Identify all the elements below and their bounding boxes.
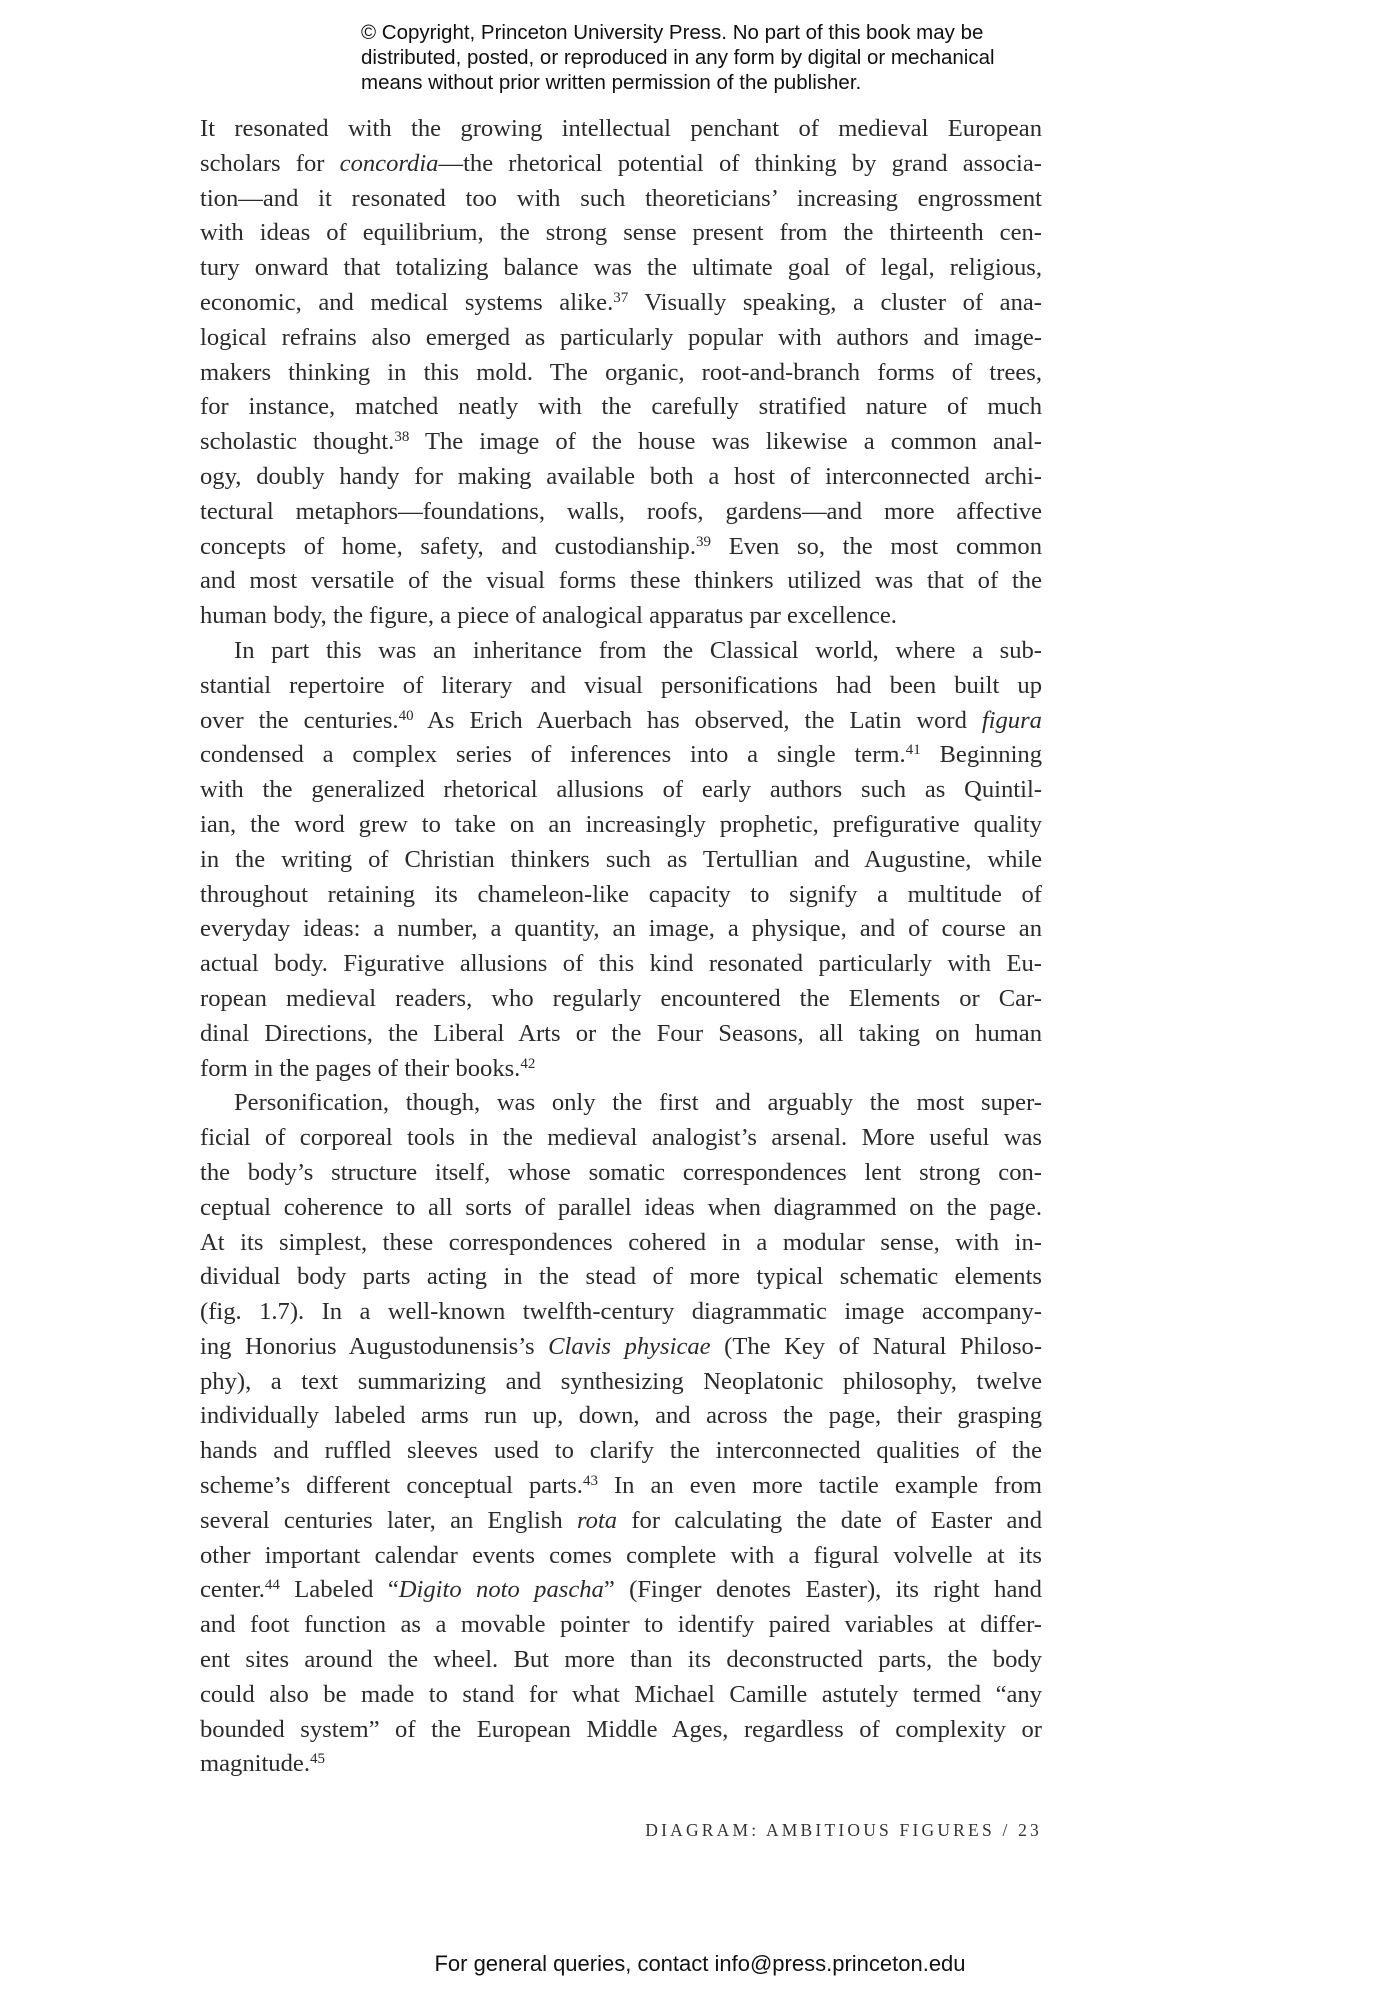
text-line: [200, 425, 1042, 460]
text-line: [200, 808, 1042, 843]
text-line: [200, 669, 1042, 704]
text-line: [200, 773, 1042, 808]
text-run: (The Key of Natural Philoso-: [710, 1332, 1043, 1360]
text-line: [200, 356, 1042, 391]
text-line: [200, 1226, 1042, 1261]
text-line: [200, 1504, 1042, 1539]
text-run: Personification, though, was only the first and arguably the most super-: [234, 1089, 1042, 1117]
text-run: human body, the figure, a piece of analogical apparatus par excellence.: [200, 602, 897, 630]
text-run: ficial of corporeal tools in the medieval analogist’s arsenal. More useful was: [200, 1124, 1042, 1152]
text-run: ” (Finger denotes Easter), its right hand: [603, 1576, 1042, 1604]
text-run: logical refrains also emerged as particularly popular with authors and image-: [200, 323, 1042, 351]
text-run: tectural metaphors—foundations, walls, roofs, gardens—and more affective: [200, 497, 1042, 525]
text-run: ent sites around the wheel. But more than its deconstructed parts, the body: [200, 1646, 1042, 1674]
copyright-notice: [361, 20, 1061, 95]
text-run: hands and ruffled sleeves used to clarify the interconnected qualities of the: [200, 1437, 1042, 1465]
text-line: [200, 564, 1042, 599]
text-run: At its simplest, these correspondences cohered in a modular sense, with in-: [200, 1228, 1042, 1256]
text-run: actual body. Figurative allusions of this kind resonated particularly with Eu-: [200, 950, 1042, 978]
text-run: other important calendar events comes complete with a figural volvelle at its: [200, 1541, 1042, 1569]
text-line: [200, 738, 1042, 773]
text-run: Labeled “: [279, 1576, 399, 1604]
text-run: over the centuries.: [200, 706, 399, 734]
paragraph: [200, 1086, 1042, 1782]
running-footer: DIAGRAM: AMBITIOUS FIGURES / 23: [645, 1820, 1042, 1840]
text-line: [200, 982, 1042, 1017]
text-run: dividual body parts acting in the stead of more typical schematic elements: [200, 1263, 1042, 1291]
text-run: the body’s structure itself, whose somatic correspondences lent strong con-: [200, 1158, 1042, 1186]
italic-term: rota: [576, 1506, 618, 1534]
text-line: [200, 216, 1042, 251]
text-run: bounded system” of the European Middle Ages, regardless of complexity or: [200, 1715, 1042, 1743]
text-line: [200, 1086, 1042, 1121]
text-run: As Erich Auerbach has observed, the Latin word: [413, 706, 982, 734]
text-run: individually labeled arms run up, down, and across the page, their grasping: [200, 1402, 1042, 1430]
text-run: with the generalized rhetorical allusions of early authors such as Quintil-: [200, 776, 1042, 804]
text-run: in the writing of Christian thinkers such as Tertullian and Augustine, while: [200, 845, 1042, 873]
text-line: [200, 1747, 1042, 1782]
italic-term: Digito noto pascha: [398, 1576, 604, 1604]
text-run: (fig. 1.7). In a well-known twelfth-century diagrammatic image accompany-: [200, 1298, 1042, 1326]
text-run: tion—and it resonated too with such theoreticians’ increasing engrossment: [200, 184, 1042, 212]
text-line: [200, 704, 1042, 739]
text-line: [200, 843, 1042, 878]
text-run: ian, the word grew to take on an increasingly prophetic, prefigurative quality: [200, 810, 1042, 838]
text-run: ogy, doubly handy for making available both a host of interconnected archi-: [200, 462, 1042, 490]
text-line: [200, 1434, 1042, 1469]
text-line: [200, 1121, 1042, 1156]
text-line: [200, 599, 1042, 634]
text-run: Visually speaking, a cluster of ana-: [628, 288, 1042, 316]
text-line: [200, 878, 1042, 913]
text-line: [200, 1643, 1042, 1678]
text-run: —the rhetorical potential of thinking by grand associa-: [438, 149, 1042, 177]
text-run: makers thinking in this mold. The organic, root-and-branch forms of trees,: [200, 358, 1042, 386]
text-run: center.: [200, 1576, 265, 1604]
text-run: Beginning: [920, 741, 1043, 769]
footnote-ref: 40: [398, 707, 414, 724]
copyright-line: distributed, posted, or reproduced in any form by digital or mechanical: [361, 46, 995, 69]
text-run: The image of the house was likewise a common anal-: [409, 428, 1042, 456]
copyright-line: © Copyright, Princeton University Press. No part of this book may be: [361, 21, 984, 44]
text-run: for calculating the date of Easter and: [617, 1506, 1042, 1534]
text-run: ropean medieval readers, who regularly encountered the Elements or Car-: [200, 984, 1042, 1012]
footnote-ref: 39: [696, 533, 712, 550]
text-line: [200, 1608, 1042, 1643]
text-run: and foot function as a movable pointer to identify paired variables at differ-: [200, 1611, 1042, 1639]
text-line: [200, 112, 1042, 147]
text-line: [200, 1191, 1042, 1226]
footnote-ref: 38: [394, 429, 410, 446]
text-run: dinal Directions, the Liberal Arts or the Four Seasons, all taking on human: [200, 1019, 1042, 1047]
text-run: form in the pages of their books.: [200, 1054, 521, 1082]
footnote-ref: 43: [582, 1473, 598, 1490]
text-line: [200, 1678, 1042, 1713]
text-run: condensed a complex series of inferences into a single term.: [200, 741, 906, 769]
text-line: [200, 495, 1042, 530]
paragraph: [200, 634, 1042, 1086]
text-run: magnitude.: [200, 1750, 310, 1778]
text-line: [200, 1539, 1042, 1574]
text-line: [200, 1017, 1042, 1052]
text-line: [200, 530, 1042, 565]
text-line: [200, 182, 1042, 217]
text-run: several centuries later, an English: [200, 1506, 577, 1534]
footnote-ref: 42: [520, 1055, 536, 1072]
text-line: [200, 1365, 1042, 1400]
text-line: [200, 1713, 1042, 1748]
text-run: ing Honorius Augustodunensis’s: [200, 1332, 549, 1360]
text-run: concepts of home, safety, and custodianship.: [200, 532, 697, 560]
text-line: [200, 1156, 1042, 1191]
text-run: scholars for: [200, 149, 340, 177]
text-run: economic, and medical systems alike.: [200, 288, 614, 316]
text-line: [200, 147, 1042, 182]
copyright-line: means without prior written permission of the publisher.: [361, 71, 862, 94]
italic-term: figura: [981, 706, 1042, 734]
text-line: [200, 1295, 1042, 1330]
text-run: ceptual coherence to all sorts of parallel ideas when diagrammed on the page.: [200, 1193, 1042, 1221]
text-line: [200, 1260, 1042, 1295]
text-line: [200, 251, 1042, 286]
text-run: tury onward that totalizing balance was the ultimate goal of legal, religious,: [200, 254, 1042, 282]
text-run: phy), a text summarizing and synthesizing Neoplatonic philosophy, twelve: [200, 1367, 1042, 1395]
footnote-ref: 45: [309, 1751, 325, 1768]
italic-term: Clavis physicae: [548, 1332, 711, 1360]
text-run: stantial repertoire of literary and visual personifications had been built up: [200, 671, 1042, 699]
italic-term: concordia: [339, 149, 439, 177]
paragraph: [200, 112, 1042, 634]
text-line: [200, 1330, 1042, 1365]
text-line: [200, 286, 1042, 321]
text-line: [200, 460, 1042, 495]
text-line: [200, 1399, 1042, 1434]
text-run: scholastic thought.: [200, 428, 395, 456]
text-run: In part this was an inheritance from the Classical world, where a sub-: [234, 636, 1042, 664]
text-line: [200, 1469, 1042, 1504]
text-line: [200, 634, 1042, 669]
text-run: throughout retaining its chameleon-like capacity to signify a multitude of: [200, 880, 1042, 908]
text-line: [200, 947, 1042, 982]
text-line: [200, 321, 1042, 356]
footnote-ref: 44: [264, 1577, 280, 1594]
text-run: could also be made to stand for what Michael Camille astutely termed “any: [200, 1680, 1042, 1708]
text-run: and most versatile of the visual forms these thinkers utilized was that of the: [200, 567, 1042, 595]
text-line: [200, 390, 1042, 425]
text-run: Even so, the most common: [711, 532, 1043, 560]
text-line: [200, 1052, 1042, 1087]
body-text: [200, 112, 1042, 1782]
text-line: [200, 1573, 1042, 1608]
contact-footer: For general queries, contact info@press.princeton.edu: [434, 1951, 966, 1976]
footnote-ref: 37: [613, 289, 629, 306]
text-run: everyday ideas: a number, a quantity, an image, a physique, and of course an: [200, 915, 1042, 943]
text-run: scheme’s different conceptual parts.: [200, 1472, 583, 1500]
text-run: It resonated with the growing intellectual penchant of medieval European: [200, 115, 1042, 142]
text-line: [200, 912, 1042, 947]
footnote-ref: 41: [905, 742, 921, 759]
text-run: In an even more tactile example from: [597, 1472, 1042, 1500]
text-run: for instance, matched neatly with the carefully stratified nature of much: [200, 393, 1042, 421]
text-run: with ideas of equilibrium, the strong sense present from the thirteenth cen-: [200, 219, 1042, 247]
